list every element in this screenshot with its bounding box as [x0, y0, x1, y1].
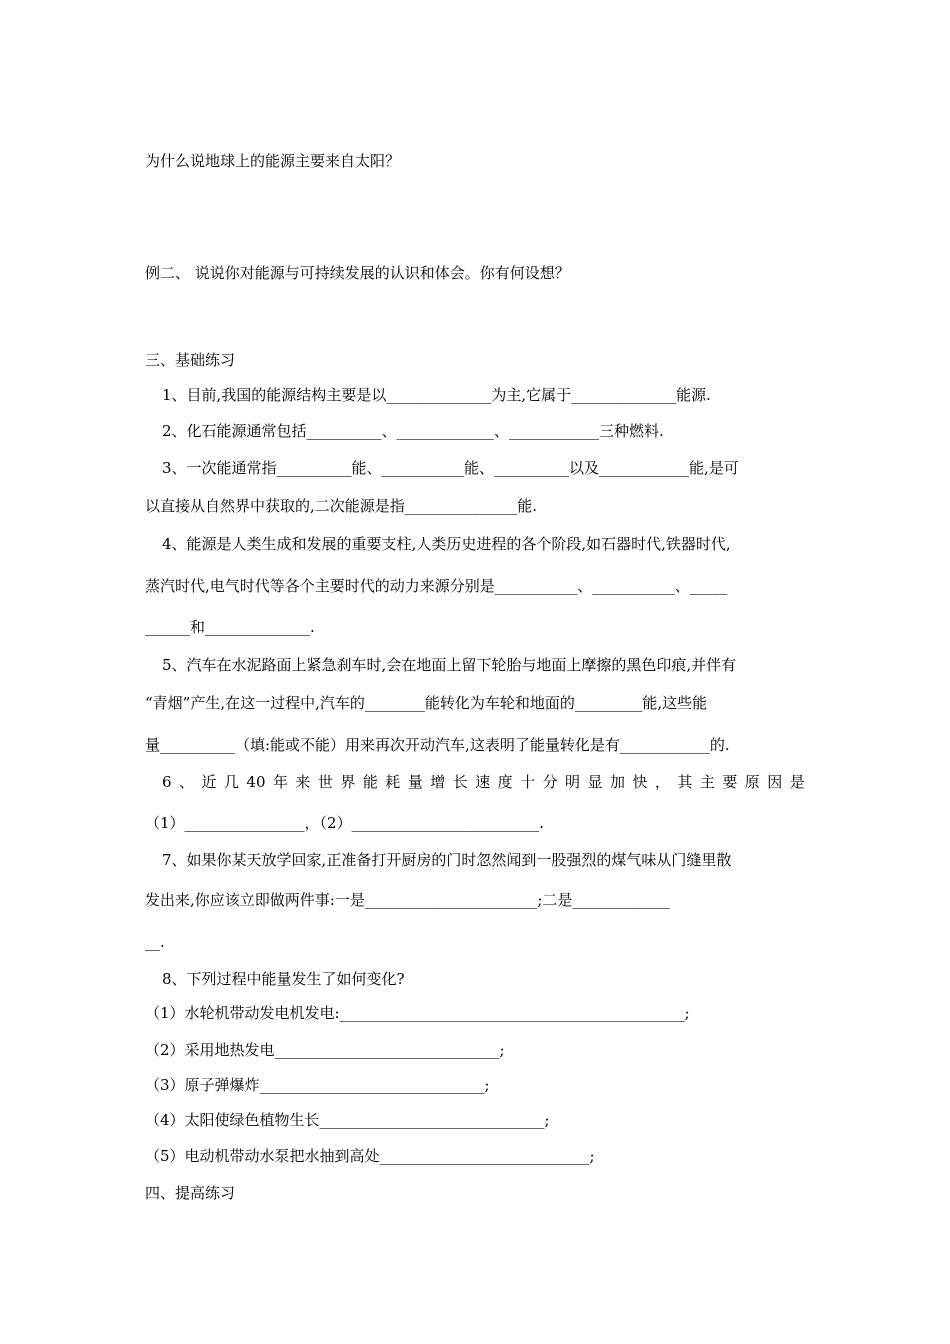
question-6-line-1 [162, 772, 805, 792]
question-4-line-1: 4、能源是人类生成和发展的重要支柱,人类历史进程的各个阶段,如石器时代,铁器时代, [162, 535, 731, 553]
question-3-line-2: 以直接从自然界中获取的,二次能源是指_______________能. [145, 497, 538, 515]
q6-char: ， [654, 773, 670, 791]
q6-char: 年 [272, 773, 288, 791]
q6-char: 耗 [385, 773, 401, 791]
q6-char: 世 [317, 773, 333, 791]
question-8-item-3: （3）原子弹爆炸______________________________; [145, 1076, 490, 1094]
question-5-line-3: 量__________（填:能或不能）用来再次开动汽车,这表明了能量转化是有____________的. [145, 736, 730, 754]
question-7-line-1: 7、如果你某天放学回家,正准备打开厨房的门时忽然闻到一股强烈的煤气味从门缝里散 [162, 851, 732, 869]
q6-char: 度 [497, 773, 513, 791]
question-3-line-1: 3、一次能通常指__________能、___________能、__________以及____________能,是可 [162, 459, 739, 477]
q6-char: 几 [223, 773, 239, 791]
question-8: 8、下列过程中能量发生了如何变化? [162, 970, 405, 988]
q6-char: 长 [452, 773, 468, 791]
q6-char: 要 [722, 773, 738, 791]
question-4-line-2: 蒸汽时代,电气时代等各个主要时代的动力来源分别是___________、___________、_____ [145, 577, 728, 595]
section-3-heading: 三、基础练习 [145, 351, 236, 369]
q6-char: 增 [430, 773, 446, 791]
q6-char: 6 [162, 773, 172, 791]
q6-char: 显 [587, 773, 603, 791]
example-2: 例二、 说说你对能源与可持续发展的认识和体会。你有何设想？ [145, 264, 570, 282]
q6-char: 分 [542, 773, 558, 791]
section-4-heading: 四、提高练习 [145, 1184, 236, 1202]
question-6-line-2: （1）________________，（2）_________________________. [145, 814, 544, 832]
q6-char: 快 [632, 773, 648, 791]
q6-char: 界 [340, 773, 356, 791]
q6-char: 近 [201, 773, 217, 791]
q6-char: 速 [475, 773, 491, 791]
question-8-item-2: （2）采用地热发电______________________________; [145, 1041, 505, 1059]
question-5-line-2: “青烟”产生,在这一过程中,汽车的________能转化为车轮和地面的_________能,这些能 [145, 694, 708, 712]
q6-char: 能 [362, 773, 378, 791]
q6-char: 、 [179, 773, 195, 791]
q6-char: 因 [767, 773, 783, 791]
question-7-line-2: 发出来,你应该立即做两件事:一是_______________________;二是_____________ [145, 891, 670, 909]
q6-char: 是 [789, 773, 805, 791]
q6-char: 主 [699, 773, 715, 791]
question-5-line-1: 5、汽车在水泥路面上紧急刹车时,会在地面上留下轮胎与地面上摩擦的黑色印痕,并伴有 [162, 656, 737, 674]
q6-char: 量 [407, 773, 423, 791]
question-8-item-5: （5）电动机带动水泵把水抽到高处____________________________; [145, 1147, 595, 1165]
q6-char: 40 [246, 773, 266, 791]
question-8-item-1: （1）水轮机带动发电机发电:______________________________________________; [145, 1004, 690, 1022]
question-4-line-3: ______和______________. [145, 618, 315, 636]
q6-char: 其 [677, 773, 693, 791]
q6-char: 来 [295, 773, 311, 791]
question-2: 2、化石能源通常包括__________、_____________、____________三种燃料. [162, 422, 664, 440]
question-1: 1、目前,我国的能源结构主要是以______________为主,它属于______________能源. [162, 386, 711, 404]
q6-char: 十 [520, 773, 536, 791]
question-8-item-4: （4）太阳使绿色植物生长______________________________; [145, 1111, 550, 1129]
intro-question: 为什么说地球上的能源主要来自太阳？ [145, 152, 401, 170]
q6-char: 明 [565, 773, 581, 791]
q6-char: 加 [609, 773, 625, 791]
question-7-line-3: __. [145, 933, 165, 951]
q6-char: 原 [744, 773, 760, 791]
